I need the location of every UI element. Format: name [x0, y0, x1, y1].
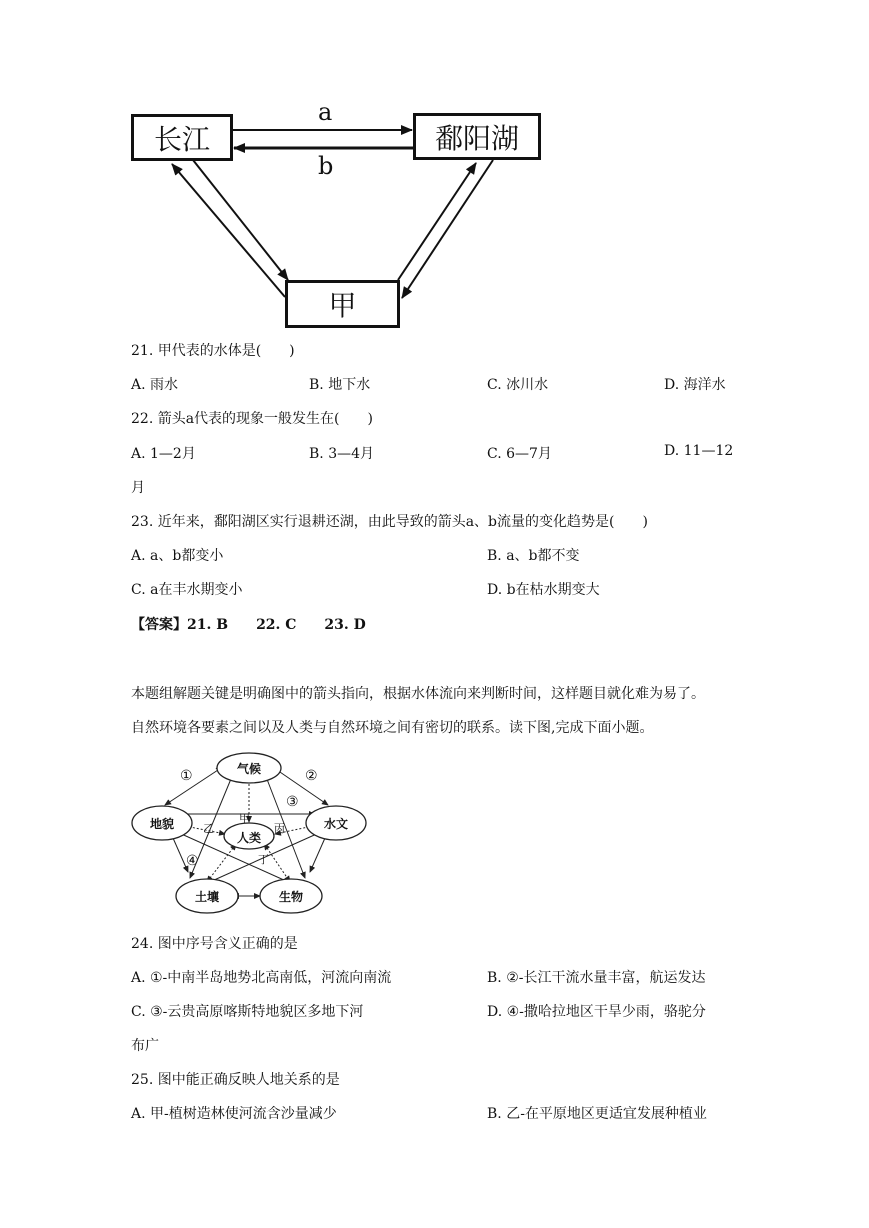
- q22-option-d: D. 11—12: [664, 443, 734, 459]
- label-n4: ④: [186, 853, 199, 869]
- label-yi: 乙: [203, 822, 214, 835]
- q23-stem: 23. 近年来，鄱阳湖区实行退耕还湖，由此导致的箭头a、b流量的变化趋势是( ): [131, 514, 648, 530]
- arrow-changjiang-to-jia: [193, 160, 288, 280]
- label-bing: 丙: [274, 822, 285, 835]
- q24-option-a: A. ①-中南半岛地势北高南低，河流向南流: [131, 970, 392, 986]
- q25-stem: 25. 图中能正确反映人地关系的是: [131, 1072, 340, 1088]
- label-n2: ②: [305, 768, 318, 784]
- q22-option-d-wrap: 月: [131, 480, 145, 496]
- q22-stem: 22. 箭头a代表的现象一般发生在( ): [131, 411, 373, 427]
- q24-option-b: B. ②-长江干流水量丰富，航运发达: [487, 970, 706, 986]
- q22-option-b: B. 3—4月: [309, 446, 375, 462]
- box-changjiang: 长江: [131, 114, 233, 161]
- answer-text: 21. B 22. C 23. D: [187, 617, 366, 633]
- arrow-jia-to-changjiang: [172, 164, 285, 297]
- q21-option-c: C. 冰川水: [487, 377, 549, 393]
- water-cycle-arrows: [0, 0, 869, 340]
- answer-line: [131, 614, 366, 634]
- q23-option-b: B. a、b都不变: [487, 548, 580, 564]
- q25-option-b: B. 乙-在平原地区更适宜发展种植业: [487, 1106, 707, 1122]
- label-n1: ①: [180, 768, 193, 784]
- intro-text: 自然环境各要素之间以及人类与自然环境之间有密切的联系。读下图,完成下面小题。: [131, 720, 654, 736]
- q24-option-d: D. ④-撒哈拉地区干旱少雨，骆驼分: [487, 1004, 706, 1020]
- label-climate: 气候: [237, 762, 262, 776]
- label-n3: ③: [286, 794, 299, 810]
- arrow-poyang-to-jia: [402, 160, 493, 298]
- q21-option-b: B. 地下水: [309, 377, 371, 393]
- q23-option-d: D. b在枯水期变大: [487, 582, 600, 598]
- q21-option-a: A. 雨水: [131, 377, 179, 393]
- analysis-text: 本题组解题关键是明确图中的箭头指向，根据水体流向来判断时间，这样题目就化难为易了。: [131, 686, 705, 702]
- label-human: 人类: [237, 831, 262, 845]
- q24-option-c: C. ③-云贵高原喀斯特地貌区多地下河: [131, 1004, 364, 1020]
- box-jia: 甲: [285, 280, 400, 328]
- q21-stem: 21. 甲代表的水体是( ): [131, 343, 295, 359]
- q25-option-a: A. 甲-植树造林使河流含沙量减少: [131, 1106, 337, 1122]
- q21-option-d: D. 海洋水: [664, 377, 726, 393]
- label-jia: 甲: [239, 812, 250, 825]
- box-poyang-lake: 鄱阳湖: [413, 113, 541, 160]
- label-soil: 土壤: [195, 890, 220, 904]
- label-biology: 生物: [279, 890, 304, 904]
- arrow-a-label: a: [318, 98, 333, 126]
- answer-label: 【答案】: [131, 617, 187, 633]
- arrow-jia-to-poyang: [398, 163, 476, 280]
- label-ding: 丁: [258, 853, 269, 866]
- q23-option-a: A. a、b都变小: [131, 548, 224, 564]
- q24-stem: 24. 图中序号含义正确的是: [131, 936, 298, 952]
- arrow-b-label: b: [318, 152, 334, 180]
- q23-option-c: C. a在丰水期变小: [131, 582, 243, 598]
- label-landform: 地貌: [150, 817, 175, 831]
- label-hydrology: 水文: [324, 817, 349, 831]
- q24-option-d-wrap: 布广: [131, 1038, 159, 1054]
- q22-option-c: C. 6—7月: [487, 446, 552, 462]
- q22-option-a: A. 1—2月: [131, 446, 196, 462]
